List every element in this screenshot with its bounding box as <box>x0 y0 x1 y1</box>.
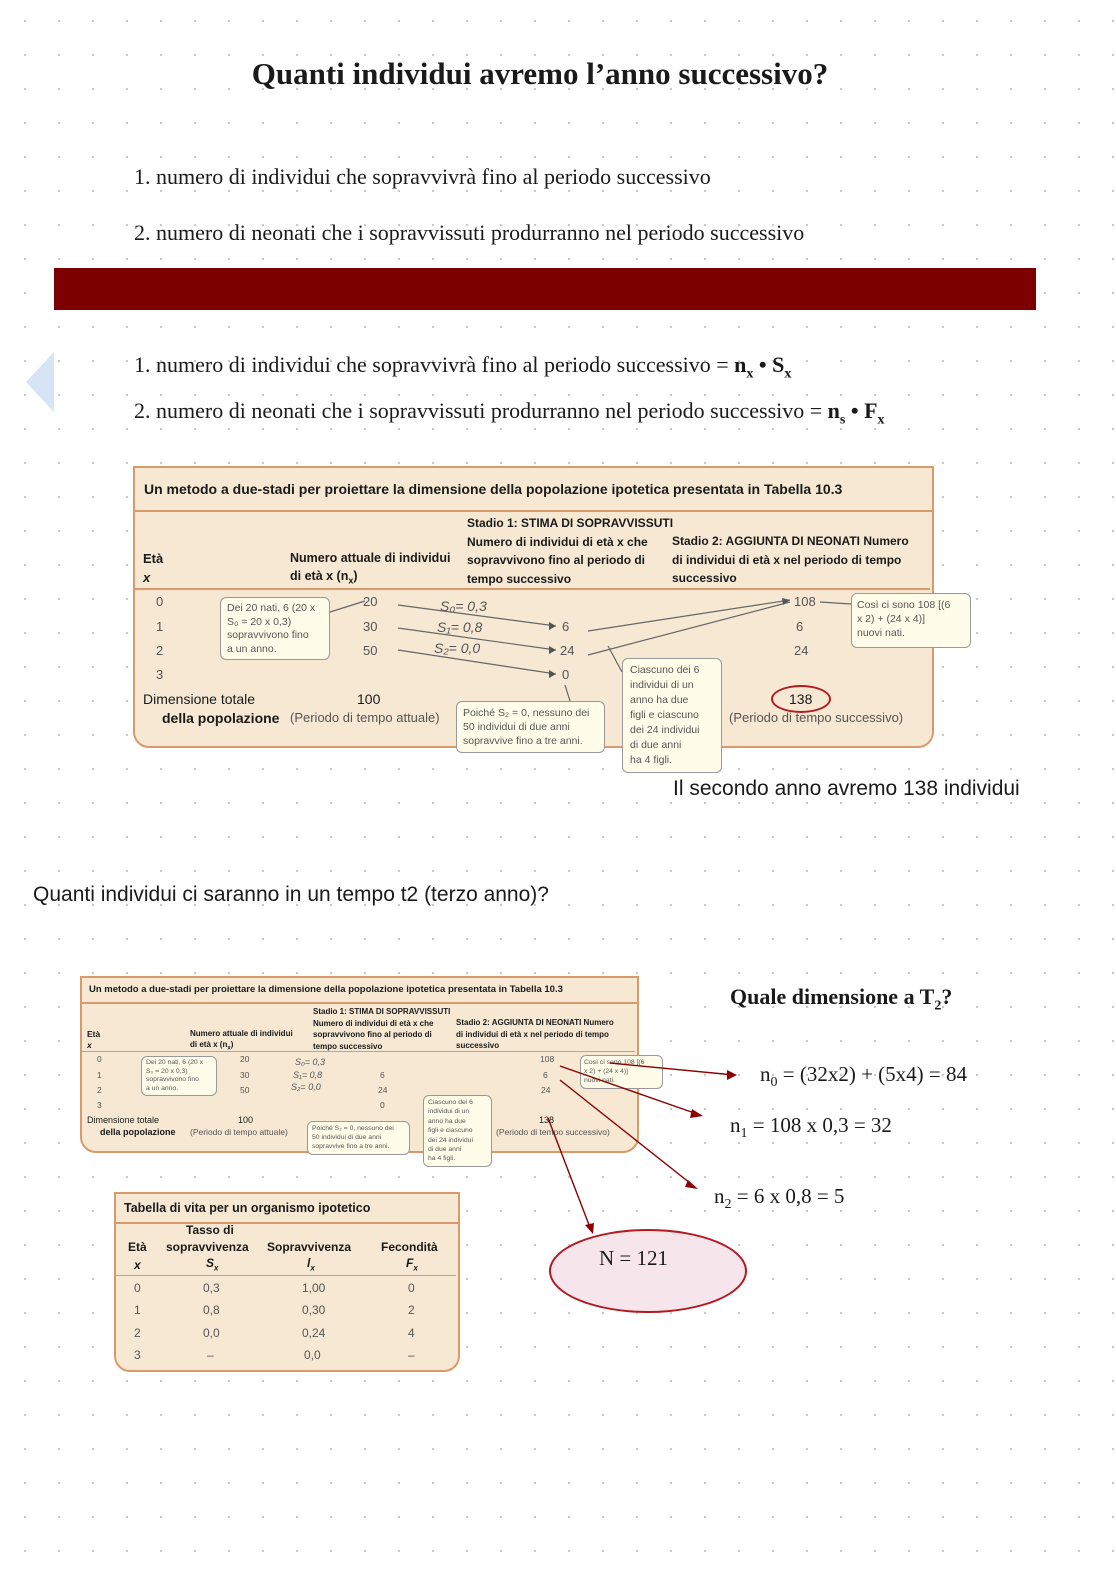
question-t2: Quanti individui ci saranno in un tempo t2 (terzo anno)? <box>33 883 549 906</box>
life-row-1-age: 1 <box>134 1303 141 1317</box>
life-row-2-rate: 0,0 <box>203 1326 220 1340</box>
total-label-2: della popolazione <box>162 710 280 726</box>
formula-dot: • <box>758 352 767 377</box>
t2-question-text: Quale dimensione a T <box>730 984 935 1009</box>
small-callout-108-c: nuovi nati. <box>584 1077 615 1084</box>
small-callout-108-a: Così ci sono 108 [(6 <box>584 1059 645 1066</box>
life-col-surv: Sopravvivenza <box>267 1240 352 1254</box>
small-total-next: 138 <box>539 1115 555 1125</box>
life-col-rate-sub: x <box>214 1263 219 1273</box>
total-current: 100 <box>357 691 381 707</box>
small-col-current-2-text: di età x (n <box>190 1040 228 1049</box>
small-col-age: Età <box>87 1029 101 1039</box>
col-age-sym: x <box>143 570 151 585</box>
formula-dot2: • <box>850 398 859 423</box>
small-callout-each-a: Ciascuno dei 6 <box>428 1099 473 1106</box>
callout-each-a: Ciascuno dei 6 <box>630 664 700 676</box>
small-col-current-end: ) <box>230 1040 234 1049</box>
small-col-stage1-b: Numero di individui di età x che <box>313 1018 434 1028</box>
small-stage2-0: 108 <box>540 1054 555 1064</box>
col-current-2-text: di età x (n <box>290 569 349 583</box>
life-col-fec-sub: x <box>413 1263 418 1273</box>
life-row-1-surv: 0,30 <box>302 1303 326 1317</box>
formula-births-text: 2. numero di neonati che i sopravvissuti produrranno nel periodo successivo = <box>134 398 823 423</box>
life-col-rate-sym-text: S <box>206 1256 215 1270</box>
callout-108-a: Così ci sono 108 [(6 <box>857 599 951 611</box>
small-callout-births-c: sopravvivono fino <box>146 1076 199 1084</box>
life-col-fec: Fecondità <box>381 1240 438 1254</box>
t2-n2-lhs: n <box>714 1184 725 1208</box>
callout-each-e: dei 24 individui <box>630 724 700 736</box>
life-col-rate-a: Tasso di <box>186 1223 234 1237</box>
small-col-stage2-b: di individui di età x nel periodo di tempo <box>456 1029 609 1039</box>
t2-n2-sub: 2 <box>724 1197 732 1213</box>
life-row-3-age: 3 <box>134 1348 141 1362</box>
callout-each-c: anno ha due <box>630 694 689 706</box>
period-current: (Periodo di tempo attuale) <box>290 710 440 725</box>
life-row-2-fec: 4 <box>408 1326 415 1340</box>
intro-item-1: 1. numero di individui che sopravvivrà fino al periodo successivo <box>134 164 711 189</box>
callout-births-d: a un anno. <box>227 642 277 655</box>
small-callout-s2-b: 50 individui di due anni <box>312 1134 382 1141</box>
current-0: 20 <box>363 594 378 609</box>
small-col-age-sym: x <box>87 1040 92 1050</box>
small-callout-each-c: anno ha due <box>428 1117 466 1125</box>
small-age-2: 2 <box>97 1085 102 1095</box>
small-survival-2: S₂= 0,0 <box>291 1082 321 1092</box>
life-table-title: Tabella di vita per un organismo ipotetico <box>116 1194 458 1224</box>
callout-births-c: sopravvivono fino <box>227 629 309 641</box>
life-row-1-rate: 0,8 <box>203 1303 220 1317</box>
life-row-2-surv: 0,24 <box>302 1326 326 1340</box>
stage1-1: 6 <box>562 619 570 634</box>
small-total-label-2: della popolazione <box>100 1127 176 1137</box>
small-current-1: 30 <box>240 1070 250 1080</box>
small-current-2: 50 <box>240 1085 250 1095</box>
small-col-stage2-a: Stadio 2: AGGIUNTA DI NEONATI Numero <box>456 1018 614 1027</box>
stage1-3: 0 <box>562 667 570 682</box>
small-callout-births-d: a un anno. <box>146 1084 179 1092</box>
life-row-0-surv: 1,00 <box>302 1281 326 1295</box>
small-age-1: 1 <box>97 1070 102 1080</box>
t2-question-end: ? <box>941 984 953 1009</box>
small-callout-s2-a: Poiché S₂ = 0, nessuno dei <box>312 1125 394 1132</box>
total-next: 138 <box>789 691 813 707</box>
life-col-rate-b: sopravvivenza <box>166 1240 249 1254</box>
survival-label-2: S₂= 0,0 <box>434 640 481 656</box>
age-0: 0 <box>156 594 164 609</box>
second-year-note: Il secondo anno avremo 138 individui <box>673 777 1020 800</box>
callout-each-f: di due anni <box>630 739 682 751</box>
small-col-current-sub: x <box>227 1045 231 1052</box>
age-1: 1 <box>156 619 164 634</box>
life-col-age: Età <box>128 1240 147 1254</box>
small-col-current: Numero attuale di individui <box>190 1029 293 1038</box>
small-total-current: 100 <box>238 1115 254 1125</box>
col-stage2-b: di individui di età x nel periodo di tempo <box>672 552 902 567</box>
small-callout-births-a: Dei 20 nati, 6 (20 x <box>146 1059 204 1066</box>
age-2: 2 <box>156 643 164 658</box>
life-row-3-surv: 0,0 <box>304 1348 321 1362</box>
callout-s2-c: sopravvive fino a tre anni. <box>463 735 583 747</box>
total-label-1: Dimensione totale <box>143 691 256 707</box>
t2-total: N = 121 <box>599 1246 669 1270</box>
life-row-3-rate: – <box>207 1348 214 1362</box>
stage2-1: 6 <box>796 619 804 634</box>
small-period-next: (Periodo di tempo successivo) <box>496 1127 610 1137</box>
col-stage2-c: successivo <box>672 571 737 585</box>
stage2-2: 24 <box>794 643 809 658</box>
small-survival-0: S₀= 0,3 <box>295 1057 326 1067</box>
small-callout-each-e: dei 24 individui <box>428 1136 473 1144</box>
formula-ns: n <box>827 398 840 423</box>
formula-survivors-text: 1. numero di individui che sopravvivrà fino al periodo successivo = <box>134 352 729 377</box>
callout-108-b: x 2) + (24 x 4)] <box>857 613 925 625</box>
small-period-current: (Periodo di tempo attuale) <box>190 1127 288 1137</box>
formula-n-sub: x <box>746 366 754 382</box>
survival-label-1: S₁= 0,8 <box>437 619 483 635</box>
callout-s2-b: 50 individui di due anni <box>463 721 570 733</box>
page-title: Quanti individui avremo l’anno successivo? <box>251 56 829 91</box>
small-callout-108-b: x 2) + (24 x 4)] <box>584 1068 629 1075</box>
col-age: Età <box>143 551 164 566</box>
t2-n1-sub: 1 <box>740 1126 748 1142</box>
callout-s2-a: Poiché S₂ = 0, nessuno dei <box>463 707 590 719</box>
small-col-stage1-d: tempo successivo <box>313 1041 383 1051</box>
small-stage1-3: 0 <box>380 1100 385 1110</box>
callout-108-c: nuovi nati. <box>857 627 905 639</box>
t2-n1-rhs: = 108 x 0,3 = 32 <box>747 1113 892 1137</box>
life-row-0-rate: 0,3 <box>203 1281 220 1295</box>
life-col-surv-sub: x <box>310 1263 315 1273</box>
small-age-3: 3 <box>97 1100 102 1110</box>
intro-item-2: 2. numero di neonati che i sopravvissuti produrranno nel periodo successivo <box>134 220 805 245</box>
col-stage1-a: Stadio 1: STIMA DI SOPRAVVISSUTI <box>467 516 674 530</box>
formula-F: F <box>864 398 878 423</box>
col-stage1-d: tempo successivo <box>467 571 572 586</box>
col-stage2-a: Stadio 2: AGGIUNTA DI NEONATI Numero <box>672 534 909 548</box>
stage1-2: 24 <box>560 643 575 658</box>
formula-ns-sub: s <box>839 412 846 428</box>
t2-question-sub: 2 <box>934 998 942 1014</box>
t2-n2-rhs: = 6 x 0,8 = 5 <box>731 1184 845 1208</box>
projection-table-small-title: Un metodo a due-stadi per proiettare la dimensione della popolazione ipotetica presentata in Tabella 10.3 <box>82 978 637 1004</box>
stage2-0: 108 <box>794 594 816 609</box>
life-col-age-sym: x <box>134 1258 141 1272</box>
small-current-0: 20 <box>240 1054 250 1064</box>
current-2: 50 <box>363 643 378 658</box>
col-current: Numero attuale di individui <box>290 551 451 565</box>
t2-n1-lhs: n <box>730 1113 741 1137</box>
life-col-surv-sym-text: l <box>307 1256 311 1270</box>
small-age-0: 0 <box>97 1054 102 1064</box>
callout-each-b: individui di un <box>630 679 694 691</box>
formula-F-sub: x <box>877 412 885 428</box>
life-col-fec-sym-text: F <box>406 1256 414 1270</box>
callout-each-g: ha 4 figli. <box>630 754 673 766</box>
formula-n: n <box>734 352 747 377</box>
life-row-0-fec: 0 <box>408 1281 415 1295</box>
age-3: 3 <box>156 667 164 682</box>
small-stage1-2: 24 <box>378 1085 388 1095</box>
col-stage1-c: sopravvivono fino al periodo di <box>467 553 646 567</box>
col-current-sub: x <box>348 575 354 586</box>
life-row-3-fec: – <box>408 1348 415 1362</box>
formula-S: S <box>772 352 785 377</box>
small-survival-1: S₁= 0,8 <box>293 1070 323 1080</box>
formula-S-sub: x <box>784 366 792 382</box>
small-stage2-2: 24 <box>541 1085 551 1095</box>
small-callout-each-f: di due anni <box>428 1146 462 1154</box>
current-1: 30 <box>363 619 378 634</box>
callout-births-a: Dei 20 nati, 6 (20 x <box>227 602 316 614</box>
life-row-1-fec: 2 <box>408 1303 415 1317</box>
t2-n0-sub: 0 <box>770 1075 778 1091</box>
small-callout-s2-c: sopravvive fino a tre anni. <box>312 1143 390 1150</box>
small-stage1-1: 6 <box>380 1070 385 1080</box>
small-stage2-1: 6 <box>543 1070 548 1080</box>
small-col-stage1-a: Stadio 1: STIMA DI SOPRAVVISSUTI <box>313 1007 451 1016</box>
t2-n0-rhs: = (32x2) + (5x4) = 84 <box>777 1062 968 1086</box>
small-callout-births-b: S₀ = 20 x 0,3) <box>146 1067 188 1075</box>
life-row-0-age: 0 <box>134 1281 141 1295</box>
small-callout-each-b: individui di un <box>428 1108 470 1116</box>
callout-births-b: S₀ = 20 x 0,3) <box>227 615 292 628</box>
col-stage1-b: Numero di individui di età x che <box>467 534 648 549</box>
small-callout-each-g: ha 4 figli. <box>428 1155 456 1163</box>
callout-each-d: figli e ciascuno <box>630 709 699 721</box>
life-row-2-age: 2 <box>134 1326 141 1340</box>
t2-n0-lhs: n <box>760 1062 771 1086</box>
survival-label-0: S₀= 0,3 <box>440 598 487 614</box>
col-current-end: ) <box>353 569 358 583</box>
projection-table-title: Un metodo a due-stadi per proiettare la dimensione della popolazione ipotetica presentata in Tabella 10.3 <box>135 468 932 512</box>
small-total-label-1: Dimensione totale <box>87 1115 160 1125</box>
period-next: (Periodo di tempo successivo) <box>729 710 904 725</box>
small-callout-each-d: figli e ciascuno <box>428 1127 473 1135</box>
small-col-stage2-c: successivo <box>456 1041 500 1050</box>
small-col-stage1-c: sopravvivono fino al periodo di <box>313 1030 432 1039</box>
